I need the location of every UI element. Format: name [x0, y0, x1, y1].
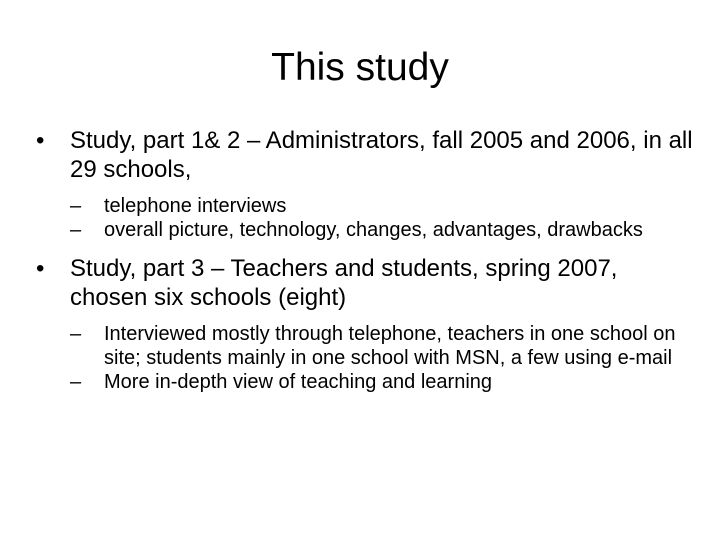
- sub-bullet-item: [70, 370, 696, 394]
- sub-bullet-text: More in-depth view of teaching and learning: [104, 371, 493, 393]
- sub-bullet-item: [70, 218, 696, 242]
- dash-marker: –: [70, 323, 82, 345]
- sub-bullet-list: [70, 322, 696, 394]
- bullet-marker: •: [36, 255, 45, 282]
- bullet-text: Study, part 1& 2 – Administrators, fall 2005 and 2006, in all 29 schools,: [70, 127, 693, 183]
- bullet-text: Study, part 3 – Teachers and students, spring 2007, chosen six schools (eight): [70, 255, 618, 311]
- dash-marker: –: [70, 219, 82, 241]
- sub-bullet-item: [70, 194, 696, 218]
- dash-marker: –: [70, 371, 82, 393]
- slide-title: This study: [271, 46, 449, 89]
- bullet-list: [36, 126, 696, 406]
- sub-bullet-list: [70, 194, 696, 242]
- sub-bullet-text: Interviewed mostly through telephone, teachers in one school on site; students mainly in one school with MSN, a few using e-mail: [104, 323, 676, 369]
- sub-bullet-item: [70, 322, 696, 370]
- sub-bullet-text: telephone interviews: [104, 195, 287, 217]
- bullet-marker: •: [36, 127, 45, 154]
- bullet-item-part-1-2: [36, 126, 696, 242]
- bullet-item-part-3: [36, 254, 696, 394]
- sub-bullet-text: overall picture, technology, changes, advantages, drawbacks: [104, 219, 643, 241]
- dash-marker: –: [70, 195, 82, 217]
